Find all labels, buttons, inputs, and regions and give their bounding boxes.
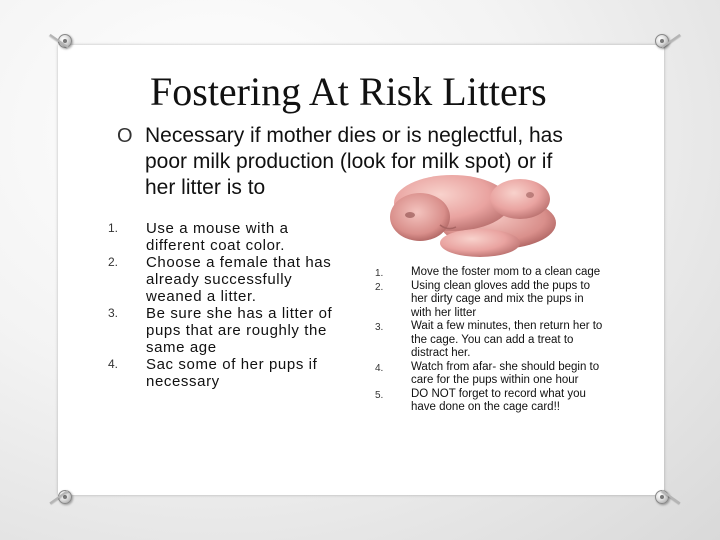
main-bullet-text: Necessary if mother dies or is neglectful, has poor milk production (look for milk spot) or if her litter is to	[145, 124, 563, 199]
list-number: 3.	[375, 322, 384, 333]
list-item	[108, 254, 333, 305]
list-number: 1.	[108, 221, 119, 235]
bullet-o-icon: O	[117, 125, 133, 147]
list-number: 2.	[108, 255, 119, 269]
list-item-text: Sac some of her pups if necessary	[146, 356, 318, 390]
list-item	[373, 280, 605, 321]
list-number: 4.	[108, 357, 119, 371]
list-item	[373, 266, 605, 280]
list-item-text: Using clean gloves add the pups to her dirty cage and mix the pups in with her litter	[411, 279, 591, 319]
list-number: 1.	[375, 268, 384, 279]
list-item	[373, 361, 605, 388]
list-item-text: Choose a female that has already successfully weaned a litter.	[146, 254, 332, 305]
slide-title: Fostering At Risk Litters	[150, 69, 547, 114]
left-numbered-list	[108, 220, 333, 390]
list-item	[108, 305, 333, 356]
list-item-text: Watch from afar- she should begin to care for the pups within one hour	[411, 360, 600, 386]
list-item-text: Use a mouse with a different coat color.	[146, 220, 289, 254]
list-number: 3.	[108, 306, 119, 320]
list-item	[373, 388, 605, 415]
list-number: 4.	[375, 362, 384, 374]
list-item	[108, 356, 333, 390]
list-item-text: Wait a few minutes, then return her to the cage. You can add a treat to distract her.	[411, 320, 603, 359]
list-item	[373, 320, 605, 361]
list-item-text: Move the foster mom to a clean cage	[411, 266, 601, 278]
list-item-text: DO NOT forget to record what you have done on the cage card!!	[411, 387, 586, 413]
list-number: 5.	[375, 389, 384, 401]
list-item-text: Be sure she has a litter of pups that are roughly the same age	[146, 305, 333, 356]
list-number: 2.	[375, 281, 384, 293]
right-numbered-list	[373, 266, 605, 415]
list-item	[108, 220, 333, 254]
